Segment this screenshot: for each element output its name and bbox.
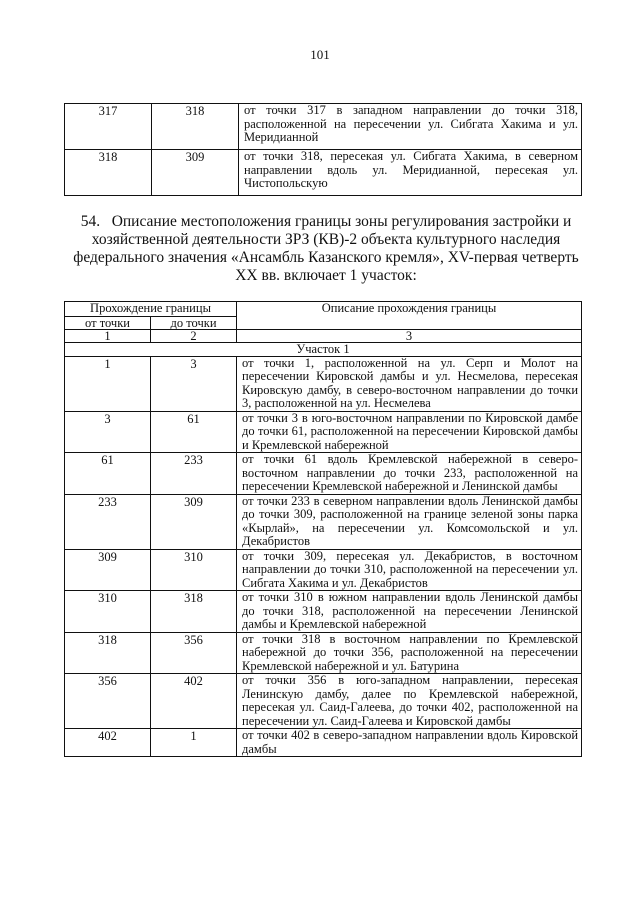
table-row bbox=[65, 729, 582, 757]
to-point-cell: 309 bbox=[152, 150, 239, 196]
table-row bbox=[65, 356, 582, 411]
from-point-cell: 402 bbox=[65, 729, 151, 757]
table-row bbox=[65, 453, 582, 495]
header-to: до точки bbox=[151, 316, 237, 329]
to-point-cell: 233 bbox=[151, 453, 237, 495]
table-row bbox=[65, 150, 582, 196]
continuation-table bbox=[64, 103, 582, 196]
from-point-cell: 356 bbox=[65, 674, 151, 729]
to-point-cell: 402 bbox=[151, 674, 237, 729]
table-row bbox=[65, 104, 582, 150]
header-passage: Прохождение границы bbox=[65, 302, 237, 317]
from-point-cell: 318 bbox=[65, 632, 151, 674]
section-heading: 54. Описание местоположения границы зоны регулирования застройки и хозяйственной деятельности ЗРЗ (КВ)-2 объекта культурного наследия федерального значения «Ансамбль Казанского кремля», XV-первая четверть XX вв. включает 1 участок: bbox=[73, 213, 579, 284]
column-number-3: 3 bbox=[237, 329, 582, 342]
header-description: Описание прохождения границы bbox=[237, 302, 582, 330]
table-row bbox=[65, 411, 582, 453]
to-point-cell: 310 bbox=[151, 549, 237, 591]
from-point-cell: 310 bbox=[65, 591, 151, 633]
table-header-row bbox=[65, 302, 582, 317]
from-point-cell: 317 bbox=[65, 104, 152, 150]
description-cell: от точки 318 в восточном направлении по Кремлевской набережной до точки 356, расположенной на пересечении Кремлевской набережной и ул. Батурина bbox=[237, 632, 582, 674]
description-cell: от точки 310 в южном направлении вдоль Ленинской дамбы до точки 318, расположенной на пересечении Ленинской дамбы и Кремлевской набережной bbox=[237, 591, 582, 633]
description-cell: от точки 356 в юго-западном направлении, пересекая Ленинскую дамбу, далее по Кремлевской набережной, пересекая ул. Саид-Галеева, до точки 402, расположенной на пересечении ул. Саид-Галеева и Кировской дамбы bbox=[237, 674, 582, 729]
from-point-cell: 3 bbox=[65, 411, 151, 453]
from-point-cell: 233 bbox=[65, 494, 151, 549]
to-point-cell: 318 bbox=[151, 591, 237, 633]
page-number: 101 bbox=[310, 47, 330, 62]
to-point-cell: 309 bbox=[151, 494, 237, 549]
description-cell: от точки 1, расположенной на ул. Серп и Молот на пересечении Кировской дамбы и ул. Несмелова, пересекая Кировскую дамбу, в северо-восточном направлении до точки 3, расположенной на ул. Несмелева bbox=[237, 356, 582, 411]
from-point-cell: 309 bbox=[65, 549, 151, 591]
table-row bbox=[65, 494, 582, 549]
table-row bbox=[65, 674, 582, 729]
description-cell: от точки 3 в юго-восточном направлении по Кировской дамбе до точки 61, расположенной на пересечении Кировской дамбы и Кремлевской набережной bbox=[237, 411, 582, 453]
table-row bbox=[65, 549, 582, 591]
boundary-table bbox=[64, 301, 582, 757]
description-cell: от точки 309, пересекая ул. Декабристов, в восточном направлении до точки 310, расположенной на пересечении ул. Сибгата Хакима и ул. Декабристов bbox=[237, 549, 582, 591]
to-point-cell: 1 bbox=[151, 729, 237, 757]
to-point-cell: 61 bbox=[151, 411, 237, 453]
column-number-1: 1 bbox=[65, 329, 151, 342]
from-point-cell: 61 bbox=[65, 453, 151, 495]
description-cell: от точки 61 вдоль Кремлевской набережной в северо-восточном направлении до точки 233, расположенной на пересечении Кремлевской набережной и Ленинской дамбы bbox=[237, 453, 582, 495]
description-cell: от точки 317 в западном направлении до точки 318, расположенной на пересечении ул. Сибгата Хакима и ул. Меридианной bbox=[239, 104, 582, 150]
column-numbers-row bbox=[65, 329, 582, 342]
column-number-2: 2 bbox=[151, 329, 237, 342]
to-point-cell: 318 bbox=[152, 104, 239, 150]
from-point-cell: 1 bbox=[65, 356, 151, 411]
section-label: Участок 1 bbox=[65, 342, 582, 356]
section-row bbox=[65, 342, 582, 356]
description-cell: от точки 233 в северном направлении вдоль Ленинской дамбы до точки 309, расположенной на границе зеленой зоны парка «Кырлай», на пересечении ул. Комсомольской и ул. Декабристов bbox=[237, 494, 582, 549]
description-cell: от точки 318, пересекая ул. Сибгата Хакима, в северном направлении вдоль ул. Меридианной, пересекая ул. Чистопольскую bbox=[239, 150, 582, 196]
description-cell: от точки 402 в северо-западном направлении вдоль Кировской дамбы bbox=[237, 729, 582, 757]
table-row bbox=[65, 591, 582, 633]
to-point-cell: 356 bbox=[151, 632, 237, 674]
table-row bbox=[65, 632, 582, 674]
to-point-cell: 3 bbox=[151, 356, 237, 411]
header-from: от точки bbox=[65, 316, 151, 329]
from-point-cell: 318 bbox=[65, 150, 152, 196]
